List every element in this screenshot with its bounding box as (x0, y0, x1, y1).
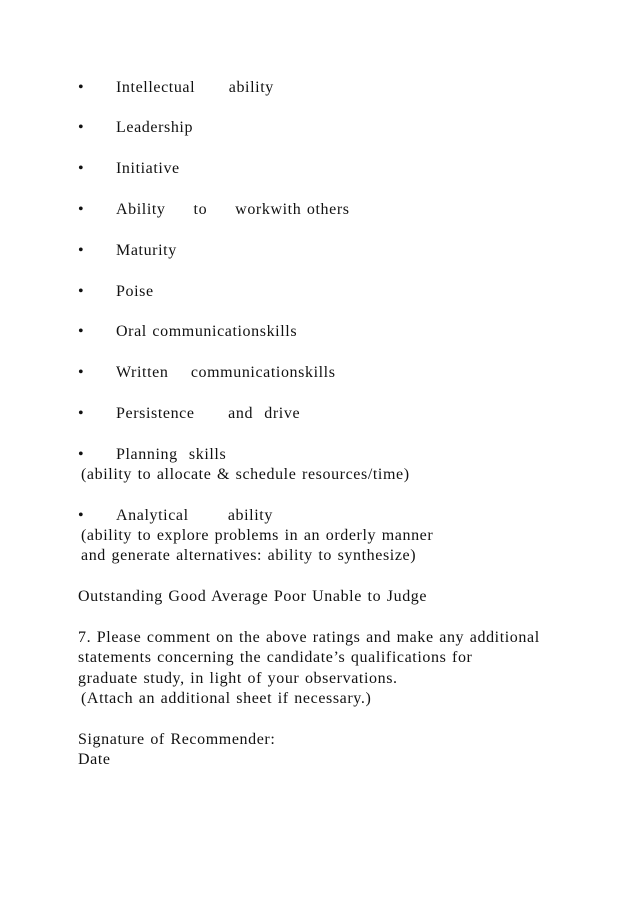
rating-item-initiative (78, 159, 180, 179)
question-7-note: (Attach an additional sheet if necessary.) (81, 690, 372, 707)
rating-item-intellectual-ability (78, 78, 274, 98)
rating-item-oral-communication (78, 322, 298, 342)
question-7-text: 7. Please comment on the above ratings and make any additional (78, 629, 540, 646)
rating-item-persistence-and-drive (78, 404, 301, 424)
rating-item-poise (78, 282, 154, 302)
rating-item-ability-to-work-with-others (78, 200, 350, 220)
question-7-text: statements concerning the candidate’s qualifications for (78, 649, 473, 666)
rating-item-analytical-ability (78, 506, 273, 526)
bullet-marker: • (78, 79, 85, 96)
rating-item-planning-skills (78, 445, 227, 465)
rating-item-label: Analytical ability (116, 507, 273, 524)
bullet-marker: • (78, 119, 85, 136)
date-label: Date (78, 751, 111, 768)
bullet-marker: • (78, 201, 85, 218)
rating-item-label: Planning skills (116, 446, 227, 463)
signature-label: Signature of Recommender: (78, 731, 276, 748)
bullet-marker: • (78, 405, 85, 422)
rating-item-label: Leadership (116, 119, 194, 136)
rating-item-label: Oral communicationskills (116, 323, 298, 340)
rating-item-note: (ability to explore problems in an orderly manner (81, 527, 434, 544)
rating-item-label: Maturity (116, 242, 177, 259)
rating-item-label: Poise (116, 283, 154, 300)
bullet-marker: • (78, 323, 85, 340)
rating-item-label: Ability to workwith others (116, 201, 350, 218)
rating-item-label: Intellectual ability (116, 79, 274, 96)
rating-scale: Outstanding Good Average Poor Unable to Judge (78, 588, 428, 605)
rating-item-label: Written communicationskills (116, 364, 336, 381)
bullet-marker: • (78, 160, 85, 177)
bullet-marker: • (78, 242, 85, 259)
rating-item-leadership (78, 118, 194, 138)
bullet-marker: • (78, 507, 85, 524)
bullet-marker: • (78, 283, 85, 300)
bullet-marker: • (78, 446, 85, 463)
rating-item-label: Initiative (116, 160, 180, 177)
rating-item-written-communication (78, 363, 336, 383)
rating-item-maturity (78, 241, 177, 261)
rating-item-note: (ability to allocate & schedule resources/time) (81, 466, 410, 483)
rating-item-label: Persistence and drive (116, 405, 301, 422)
question-7-text: graduate study, in light of your observations. (78, 670, 398, 687)
bullet-marker: • (78, 364, 85, 381)
rating-item-note: and generate alternatives: ability to synthesize) (81, 547, 417, 564)
